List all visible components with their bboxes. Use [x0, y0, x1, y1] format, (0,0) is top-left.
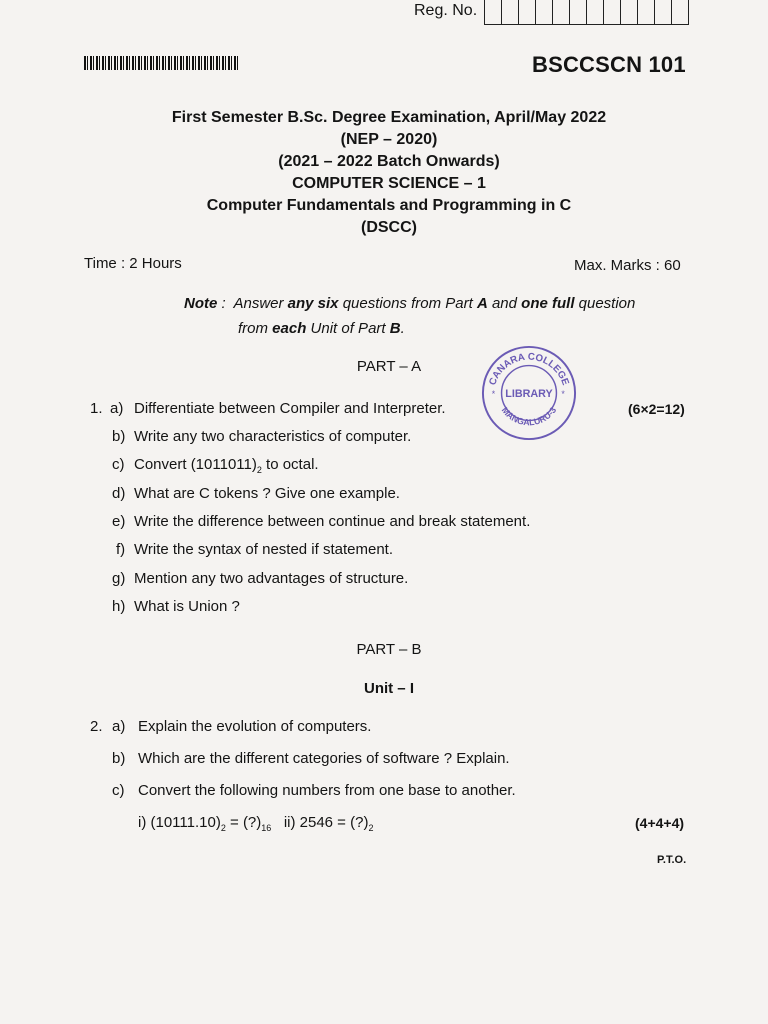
question-1-number: 1.	[90, 400, 103, 417]
exam-dscc: (DSCC)	[361, 219, 417, 236]
reg-no-boxes	[484, 0, 689, 25]
course-code: BSCCSCN 101	[532, 52, 686, 77]
max-marks: Max. Marks : 60	[574, 257, 681, 274]
q1-item-f: f) Write the syntax of nested if statement.	[116, 541, 394, 558]
q1-item-e: e) Write the difference between continue and break statement.	[112, 513, 531, 530]
q1-item-b: b) Write any two characteristics of computer.	[112, 428, 412, 445]
svg-text:CANARA COLLEGE: CANARA COLLEGE	[487, 351, 571, 387]
q2-item-a: a) Explain the evolution of computers.	[112, 718, 372, 735]
instructions-note: Note : Answer any six questions from Part A and one full question from each Unit of Part B.	[184, 295, 636, 337]
question-2-number: 2.	[90, 718, 103, 735]
q2-conversions: i) $(10111.10)_2$ = $(?)_{16}$ ii) $2546 = (?)_2$	[138, 814, 374, 833]
exam-paper: Computer Fundamentals and Programming in C	[206, 197, 572, 214]
svg-text:LIBRARY: LIBRARY	[505, 387, 553, 400]
svg-text:*: *	[561, 388, 565, 399]
q1-item-h: h) What is Union ?	[112, 598, 240, 615]
exam-batch: (2021 – 2022 Batch Onwards)	[278, 153, 500, 170]
reg-no-label: Reg. No.	[414, 2, 478, 19]
exam-nep: (NEP – 2020)	[340, 131, 438, 148]
q1-item-a: a) Differentiate between Compiler and Interpreter.	[110, 400, 446, 417]
q2-item-c: c) Convert the following numbers from one base to another.	[112, 782, 516, 799]
svg-text:MANGALURU-3: MANGALURU-3	[499, 405, 559, 428]
barcode	[84, 56, 240, 70]
exam-subject: COMPUTER SCIENCE – 1	[292, 175, 486, 192]
time-duration: Time : 2 Hours	[84, 255, 182, 272]
part-b-title: PART – B	[356, 641, 422, 658]
q1-item-c: c) Convert $(1011011)_2$ to octal.	[112, 456, 319, 475]
q1-item-d: d) What are C tokens ? Give one example.	[112, 485, 400, 502]
svg-text:*: *	[491, 388, 496, 399]
library-stamp	[480, 344, 578, 442]
part-a-title: PART – A	[356, 358, 422, 375]
exam-title: First Semester B.Sc. Degree Examination, April/May 2022	[171, 109, 607, 126]
q2-item-b: b) Which are the different categories of software ? Explain.	[112, 750, 510, 767]
pto-label: P.T.O.	[657, 854, 687, 866]
q1-item-g: g) Mention any two advantages of structure.	[112, 570, 409, 587]
unit-1-title: Unit – I	[363, 680, 414, 697]
part-a-marks: (6×2=12)	[628, 401, 685, 417]
part-b-marks: (4+4+4)	[635, 815, 685, 831]
